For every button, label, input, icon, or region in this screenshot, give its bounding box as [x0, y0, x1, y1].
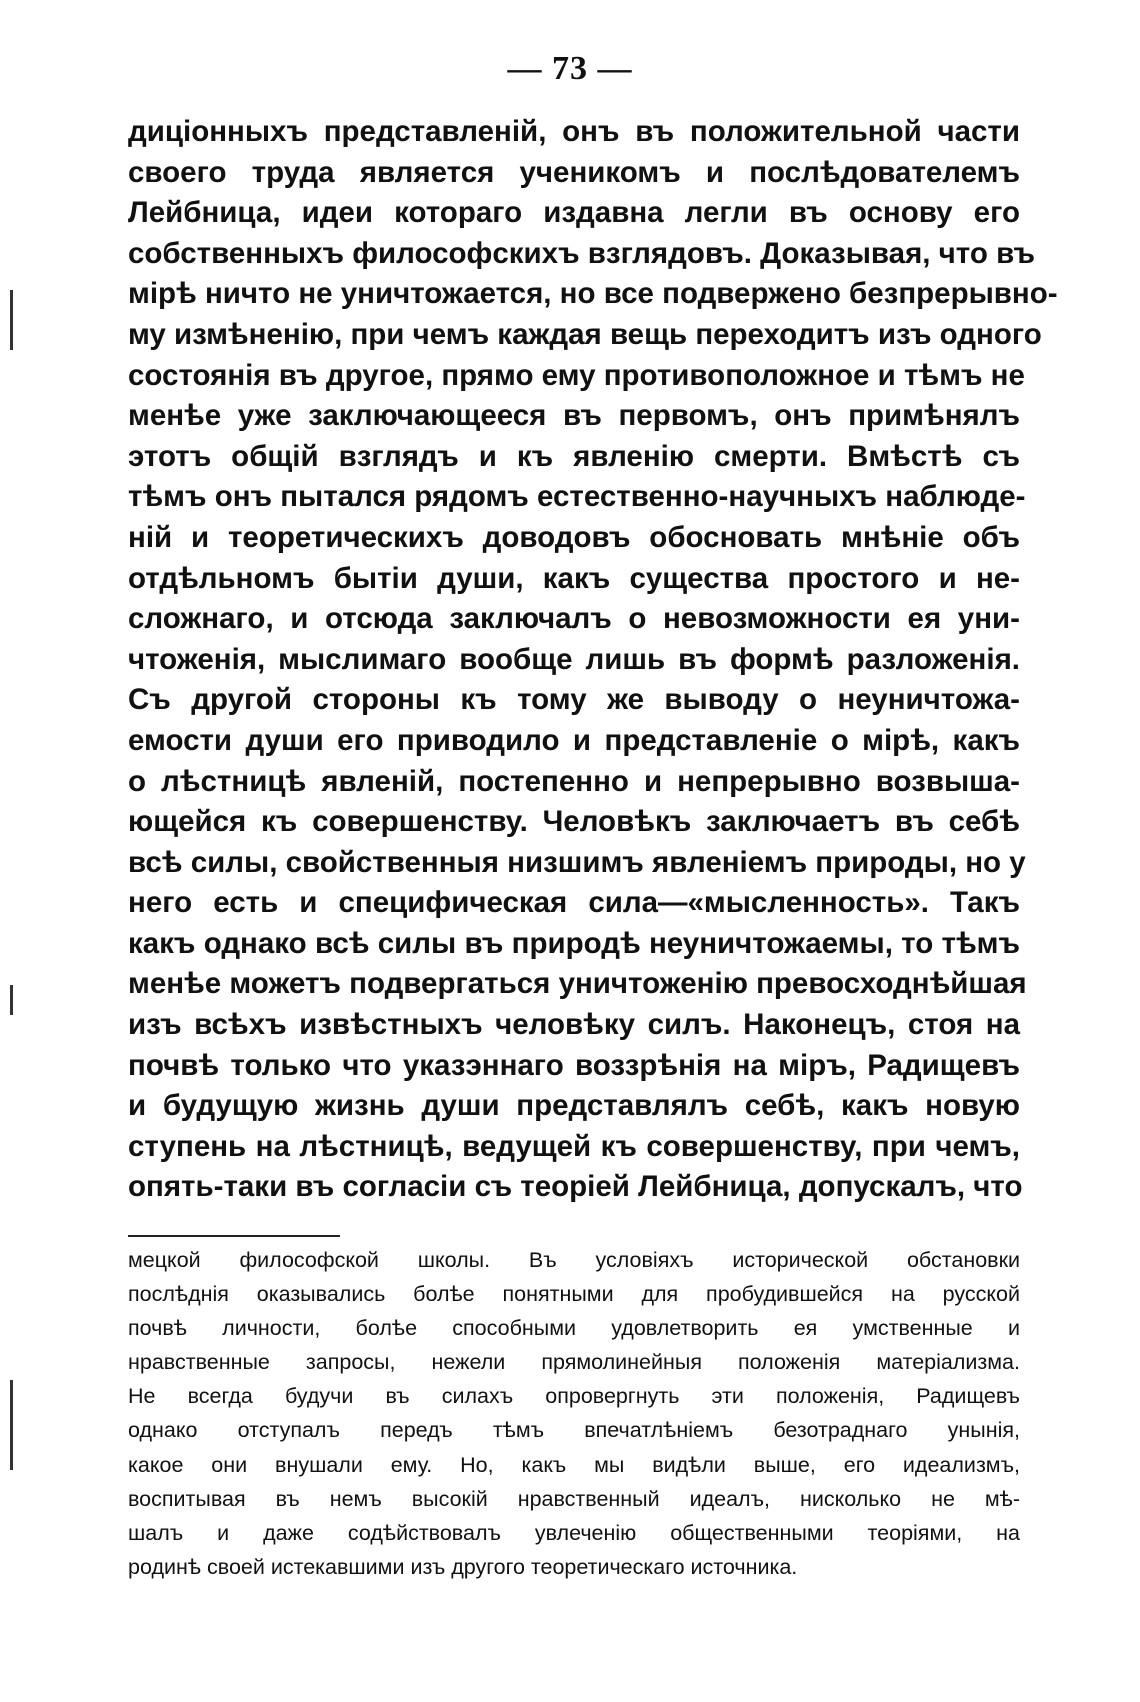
body-line: своего труда является ученикомъ и послѣдователемъ [128, 155, 1020, 189]
body-line: изъ всѣхъ извѣстныхъ человѣку силъ. Наконецъ, стоя на [128, 1008, 1020, 1042]
scan-margin-mark [10, 290, 13, 350]
body-line: ющейся къ совершенству. Человѣкъ заключаетъ въ себѣ [128, 805, 1020, 839]
footnote-line: послѣднія оказывались болѣе понятными для пробудившейся на русской [128, 1282, 1020, 1307]
scan-margin-mark [10, 1380, 13, 1470]
footnote-line: мецкой философской школы. Въ условіяхъ исторической обстановки [128, 1248, 1020, 1272]
body-line: чтоженія, мыслимаго вообще лишь въ формѣ разложенія. [128, 642, 1020, 676]
footnote-line: воспитывая въ немъ высокій нравственный идеалъ, нисколько не мѣ- [128, 1486, 1020, 1511]
footnote-line: родинѣ своей истекавшими изъ другого теоретическаго источника. [128, 1554, 798, 1579]
body-line: опять-таки въ согласіи съ теоріей Лейбница, допускалъ, что [128, 1170, 1023, 1204]
body-line: состоянія въ другое, прямо ему противоположное и тѣмъ не [128, 358, 1025, 392]
body-line: емости души его приводило и представленіе о мірѣ, какъ [128, 723, 1020, 757]
body-line: сложнаго, и отсюда заключалъ о невозможности ея уни- [128, 602, 1020, 636]
body-line: него есть и специфическая сила—«мысленность». Такъ [128, 886, 1020, 920]
footnote-line: нравственные запросы, нежели прямолинейныя положенія матеріализма. [128, 1350, 1020, 1375]
body-line: какъ однако всѣ силы въ природѣ неуничтожаемы, то тѣмъ [128, 926, 1020, 960]
body-line: собственныхъ философскихъ взглядовъ. Доказывая, что въ [128, 236, 1035, 270]
body-line: всѣ силы, свойственныя низшимъ явленіемъ природы, но у [128, 845, 1026, 879]
body-line: мірѣ ничто не уничтожается, но все подвержено безпрерывно- [128, 277, 1058, 311]
footnote-separator [128, 1235, 340, 1237]
page-number: — 73 — [507, 50, 633, 87]
body-line: этотъ общій взглядъ и къ явленію смерти. Вмѣстѣ съ [128, 439, 1020, 473]
body-line: менѣе можетъ подвергаться уничтоженію превосходнѣйшая [128, 967, 1027, 1001]
body-line: Лейбница, идеи котораго издавна легли въ основу его [128, 196, 1020, 230]
body-line: ній и теоретическихъ доводовъ обосновать мнѣніе объ [128, 520, 1020, 554]
body-line: и будущую жизнь души представлялъ себѣ, какъ новую [128, 1089, 1020, 1123]
body-line: диціонныхъ представленій, онъ въ положительной части [128, 115, 1020, 148]
body-line: тѣмъ онъ пытался рядомъ естественно-научныхъ наблюде- [128, 480, 1026, 514]
main-text [128, 112, 1058, 1208]
footnote-line: Не всегда будучи въ силахъ опровергнуть эти положенія, Радищевъ [128, 1384, 1020, 1409]
body-line: почвѣ только что указэннаго воззрѣнія на міръ, Радищевъ [128, 1048, 1020, 1082]
body-line: отдѣльномъ бытіи души, какъ существа простого и не- [128, 561, 1020, 595]
footnote-line: шалъ и даже содѣйствовалъ увлеченію общественными теоріями, на [128, 1520, 1020, 1545]
footnote-line: почвѣ личности, болѣе способными удовлетворить ея умственные и [128, 1316, 1020, 1341]
body-line: Съ другой стороны къ тому же выводу о неуничтожа- [128, 683, 1020, 717]
footnote [128, 1243, 1020, 1584]
scan-margin-mark [10, 985, 13, 1015]
footnote-line: какое они внушали ему. Но, какъ мы видѣли выше, его идеализмъ, [128, 1452, 1020, 1477]
body-line: ступень на лѣстницѣ, ведущей къ совершенству, при чемъ, [128, 1129, 1020, 1163]
body-line: менѣе уже заключающееся въ первомъ, онъ примѣнялъ [128, 399, 1020, 433]
body-line: му измѣненію, при чемъ каждая вещь переходитъ изъ одного [128, 317, 1042, 351]
footnote-line: однако отступалъ передъ тѣмъ впечатлѣніемъ безотраднаго унынія, [128, 1418, 1020, 1443]
body-line: о лѣстницѣ явленій, постепенно и непрерывно возвыша- [128, 764, 1020, 798]
